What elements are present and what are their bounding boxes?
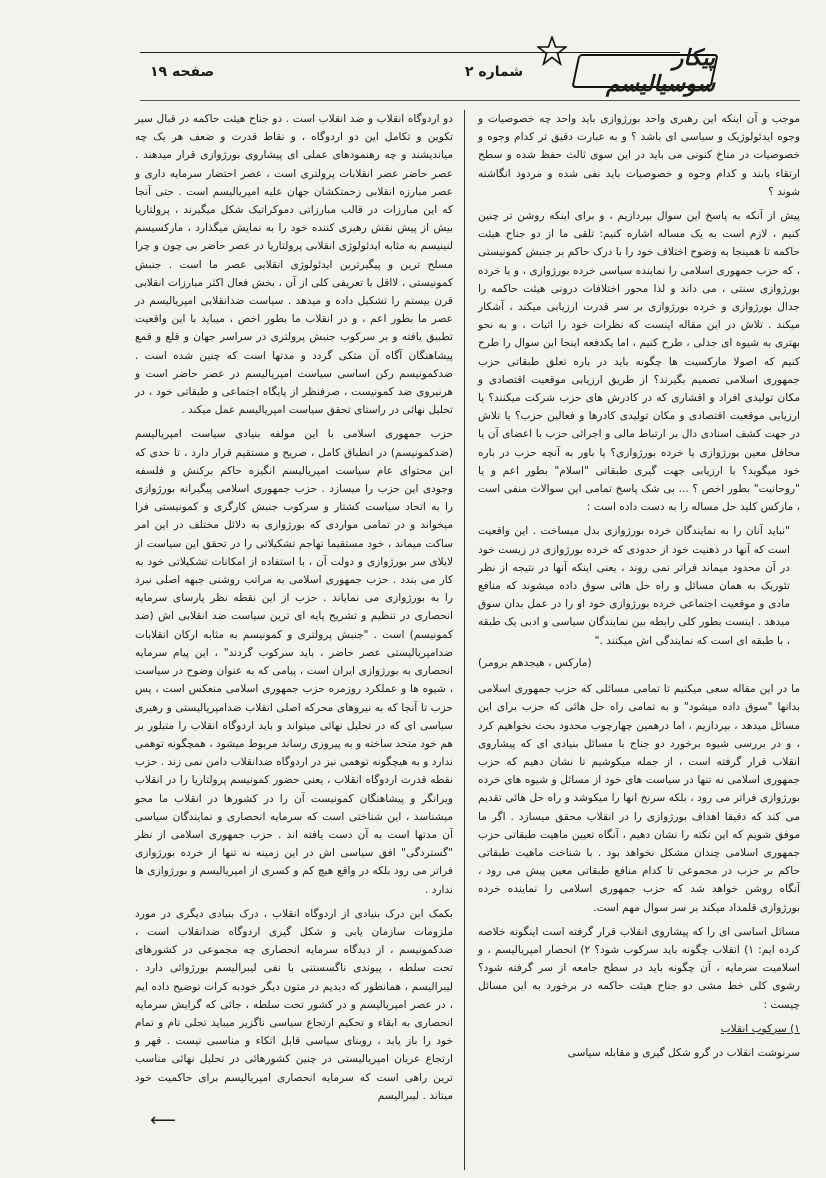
paragraph: حزب جمهوری اسلامی با این مولفه بنیادی سیاست امپریالیسم (ضدکمونیسم) در انطباق کامل ، صریح و مستقیم قرار دارد ، تا حدی که این محتوای عام سیاست امپریالیسم انگیزه حاکم برکنش و فلسفه وجودی این حزب را میسازد . حزب جمهوری اسلامی پیگیرانه بورژوازی را به اتحاد سیاست کشتار و سرکوب جنبش کارگری و کمونیستی فرا میخواند و در تمامی مواردی که بورژوازی به دلائل مختلف در این امر ساکت میماند ، خود مستقیما تهاجم تشکیلاتی را در تحقق این سیاست از لایلای سر بورژوازی و دولت آن ، با استفاده از امکانات تشکیلاتی خود به کار می بندد . حزب جمهوری اسلامی به مراتب روشنی جبهه اصلی نبرد را به بورژوازی می نمایاند . حزب از این نقطه نظر پارسای سرمایه انحصاری در تنظیم و تشریح پایه ای ترین سیاست ضد انقلابی اش (ضد کمونیسم) است . "جنبش پرولتری و کمونیسم به مثابه ارکان انقلابات ضدامپریالیستی عصر حاضر ، باید سرکوب گردند" ، این پیام سرمایه انحصاری به بورژوازی ایران است ، پیامی که به عنوان وضوح در سیاست ، شیوه ها و عملکرد روزمره حزب جمهوری اسلامی منعکس است ، پس حزب تا آنجا که به نیروهای محرکه اصلی انقلاب ضدامپریالیستی و رهبری سیاسی ای که در تحلیل نهائی میتواند و باید اردوگاه انقلاب را متبلور بر هم خود متحد ساخته و به پیروزی رساند مربوط میشود ، همچگونه توهمی ندارد و به هیچگونه توهمی نیز در اردوگاه ضدانقلاب دامن نمی زند . حزب نقطه قدرت اردوگاه انقلاب ، یعنی حضور کمونیسم پرولتاریا را در انقلاب ویرانگر و پیشاهنگان کمونیست آن را در کشورها در انقلاب ما محو میشناسد ، این شناختی است که سرمایه انحصاری و نمایندگان سیاسی آن مدتها است به آن دست یافته اند . حزب جمهوری اسلامی از نظر "گستردگی" افق سیاسی اش در این زمینه نه تنها از خرده بورژوازی فراتر می رود بلکه در واقع هیچ کم و کسری از امپریالیسم و بورژوازی ها ندارد . — [135, 428, 453, 896]
right-column — [478, 110, 800, 1068]
page-number: صفحه ۱۹ — [150, 64, 215, 80]
paragraph: مسائل اساسی ای را که پیشاروی انقلاب قرار گرفته است اینگونه خلاصه کرده ایم: ۱) انقلاب چگونه باید سرکوب شود؟ ۲) انحصار امپریالیسم ، و اسلامیت سرمایه ، آن چگونه باید در سطح جامعه از سر گرفته شود؟ رشوی کلی خط مشی دو جناح هیئت حاکمه در برخورد به این مسائل چیست : — [478, 925, 800, 1011]
logo-text: پیکار سوسیالیسم — [605, 45, 715, 97]
paragraph: بکمک این درک بنیادی از اردوگاه انقلاب ، درک بنیادی دیگری در مورد ملزومات سازمان یابی و شکل گیری اردوگاه ضدانقلاب است ، ضدکمونیسم ، از دیدگاه سرمایه انحصاری چه مجموعی در کشورهای تحت سلطه ، پیوندی ناگسستنی با نفی لیبرالیسم بورژوائی دارد . لیبرالیسم ، همانطور که دیدیم در متون دیگر خودبه کرات توضیح داده ایم ، در عصر امپریالیسم و در کشور تحت سلطه ، جائی که گرایش سرمایه انحصاری به ابقاء و تحکیم ارتجاع سیاسی ناگزیر میباید تجلی تام و تمام خود را باز یابد ، روبنای سیاسی قابل اتکاء و مناسبی نیست . قهر و ارتجاع عریان امپریالیستی در چنین کشورهائی در تحلیل نهائی مناسب ترین راهی است که سرمایه انحصاری امپریالیسم برای حاکمیت خود میتاند . لیبرالیسم — [135, 907, 453, 1102]
header-rule — [140, 100, 800, 101]
paragraph: موجب و آن اینکه این رهبری واحد بورژوازی باید واحد چه خصوصیات و وجوه ایدئولوژیک و سیاسی ای باشد ؟ و به عبارت دقیق تر کدام وجوه و خصوصیات در مناخ کنونی می باید در این سوی ثالث حفظ شده و سطح ارتقاء یابند و کدام وجوه و خصوصیات باید نفی شده و مردود انگاشته شوند ؟ — [478, 113, 800, 198]
paragraph: ما در این مقاله سعی میکنیم تا تمامی مسائلی که حزب جمهوری اسلامی بدانها "سوق داده میشود" و به تمامی راه حل هائی که حزب برای این مسائل میدهد ، بپردازیم ، اما درهمین چهارچوب محدود بحث نخواهیم کرد ، و در بررسی شیوه برخورد دو جناح با مسائل بنیادی ای که پیشاروی انقلاب قرار گرفته است ، از جمله میکوشیم تا نشان دهیم که حزب جمهوری اسلامی نه تنها در سیاست های خود از مسائل و شیوه های خرده بورژوازی فراتر می رود ، بلکه سرنخ انها را میکوشد و راه حل هائی تقدیم می کند که دقیقا اهداف بورژوازی را در انقلاب محقق میسازد . اگر ما موفق شویم که این نکته را نشان دهیم ، آنگاه تعیین ماهیت طبقاتی حزب جمهوری اسلامی چندان مشکل نخواهد بود . با شناخت ماهیت طبقاتی حاکم بر حزب در مجموعی تا کدام منافع طبقاتی معین پیش می رود ، آنگاه روشن خواهد شد که حزب جمهوری اسلامی را نماینده خرده بورژوازی قلمداد میکند بر سر سوال مهم است. — [478, 683, 800, 914]
quote-source: (مارکس ، هیجدهم برومر) — [478, 656, 592, 669]
quote: "نباید آنان را به نمایندگان خرده بورژوازی بدل میساخت . این واقعیت است که آنها در ذهنیت خود از حدودی که خرده بورژوازی در زیست خود در آن محدود میماند فراتر نمی روند ، یعنی اینکه آنها در نتیجه از نظر تئوریک به همان مسائل و راه حل هائی سوق داده میشوند که منافع مادی و موقعیت اجتماعی خرده بورژوازی خود او را در عمل بدان سوق میدهد . اینست بطور کلی رابطه بین نمایندگان سیاسی و ادبی یک طبقه ، با طبقه ای است که نمایندگی اش میکنند ." — [478, 525, 790, 647]
issue-number: شماره ۲ — [465, 64, 524, 80]
paragraph: پیش از آنکه به پاسخ این سوال بپردازیم ، و برای اینکه روشن تر چنین کنیم ، لازم است به یک مساله اشاره کنیم: تلقی ما از دو جناح هیئت حاکمه تا همینجا به وضوح اختلاف خود را با درک حاکم بر جنبش کمونیستی ، که حزب جمهوری اسلامی را نماینده سیاسی خرده بورژوازی ، و یا خرده بورژوازی سنتی ، می داند و لذا محور اختلافات درونی هیئت حاکمه را جدال بورژوازی و خرده بورژوازی بر سر قدرت ارزیابی میکند ، آشکار میکند . تلاش در این مقاله اینست که نظرات خود را اثبات ، و به نحو بهتری به شیوه ای جدلی ، طرح کنیم ، اما یکدفعه اینجا این سوال را طرح کنیم که اصولا مارکسیت ها چگونه باید در باره تعلق طبقاتی حزب جمهوری اسلامی تصمیم بگیرند؟ از طریق ارزیابی موقعیت اقتصادی و مکان تولیدی افراد و اقشاری که در کادرش های حزب شرکت میکنند؟ یا ارزیابی موقعیت اقتصادی و مکان تولیدی کادرها و فعالین حزب؟ یا تلاش در جهت کشف اسنادی دال بر ارتباط مالی و اجرائی حزب با اعضای آن یا محافل معین بورژوازی یا خرده بورژوازی؟ یا باور به آنچه حزب در باره خود میگوید؟ با ارزیابی جهت گیری طبقاتی "اسلام" بطور اعم و یا "روحانیت" بطور اخص ؟ ... بی شک پاسخ تمامی این سوالات منفی است ، مارکس کلید حل مساله را به دست داده است : — [478, 210, 800, 514]
continued-arrow-icon: ⟵ — [150, 1110, 176, 1131]
star-icon — [537, 36, 567, 66]
left-column — [135, 110, 453, 1111]
paragraph: سرنوشت انقلاب در گرو شکل گیری و مقابله سیاسی — [567, 1046, 800, 1059]
column-divider — [464, 110, 465, 1170]
publication-logo — [575, 45, 715, 97]
section-heading: ۱) سرکوب انقلاب — [720, 1022, 800, 1035]
paragraph: دو اردوگاه انقلاب و ضد انقلاب است . دو جناح هیئت حاکمه در قبال سیر تکوین و تکامل این دو اردوگاه ، و نقاط قدرت و ضعف هر یک چه میاندیشند و چه رهنمودهای عملی ای پیشاروی بورژوازی قرار میدهند . عصر حاضر عصر انقلابات پرولتری است ، عصر احتضار سرمایه داری و عصر مبارزه انقلابی زحمتکشان جهان علیه امپریالیسم است . حتی آنجا که این مبارزات در قالب مبارزاتی دموکراتیک شکل میگیرند ، پرولتاریا بیش از پیش نقش رهبری کننده خود را به نمایش میگذارد ، مارکسیسم لنینیسم به مثابه ایدئولوژی انقلابی پرولتاریا در عصر حاضر بی چون و چرا مسلح ترین و پیگیرترین ایدئولوژی انقلابی عصر ما است . جنبش کمونیستی ، لااقل با تعریفی کلی از آن ، بخش فعال اکثر مبارزات انقلابی قرن بیستم را تشکیل داده و میدهد . سیاست ضدانقلابی امپریالیسم در عصر ما بطور اعم ، و در انقلاب ما بطور اخص ، میباید با این واقعیت تطبیق یافته و بر سرکوب جنبش پرولتری در سراسر جهان و قلع و قمع پیشاهنگان آگاه آن متکی گردد و مدتها است که چنین شده است . ضدکمونیسم رکن اساسی سیاست امپریالیسم در عصر حاضر است و هرنیروی ضد کمونیست ، صرفنظر از پایگاه اجتماعی و طبقاتی خود ، در تحلیل نهائی در راستای تحقق سیاست امپریالیسم عمل میکند . — [135, 113, 453, 417]
